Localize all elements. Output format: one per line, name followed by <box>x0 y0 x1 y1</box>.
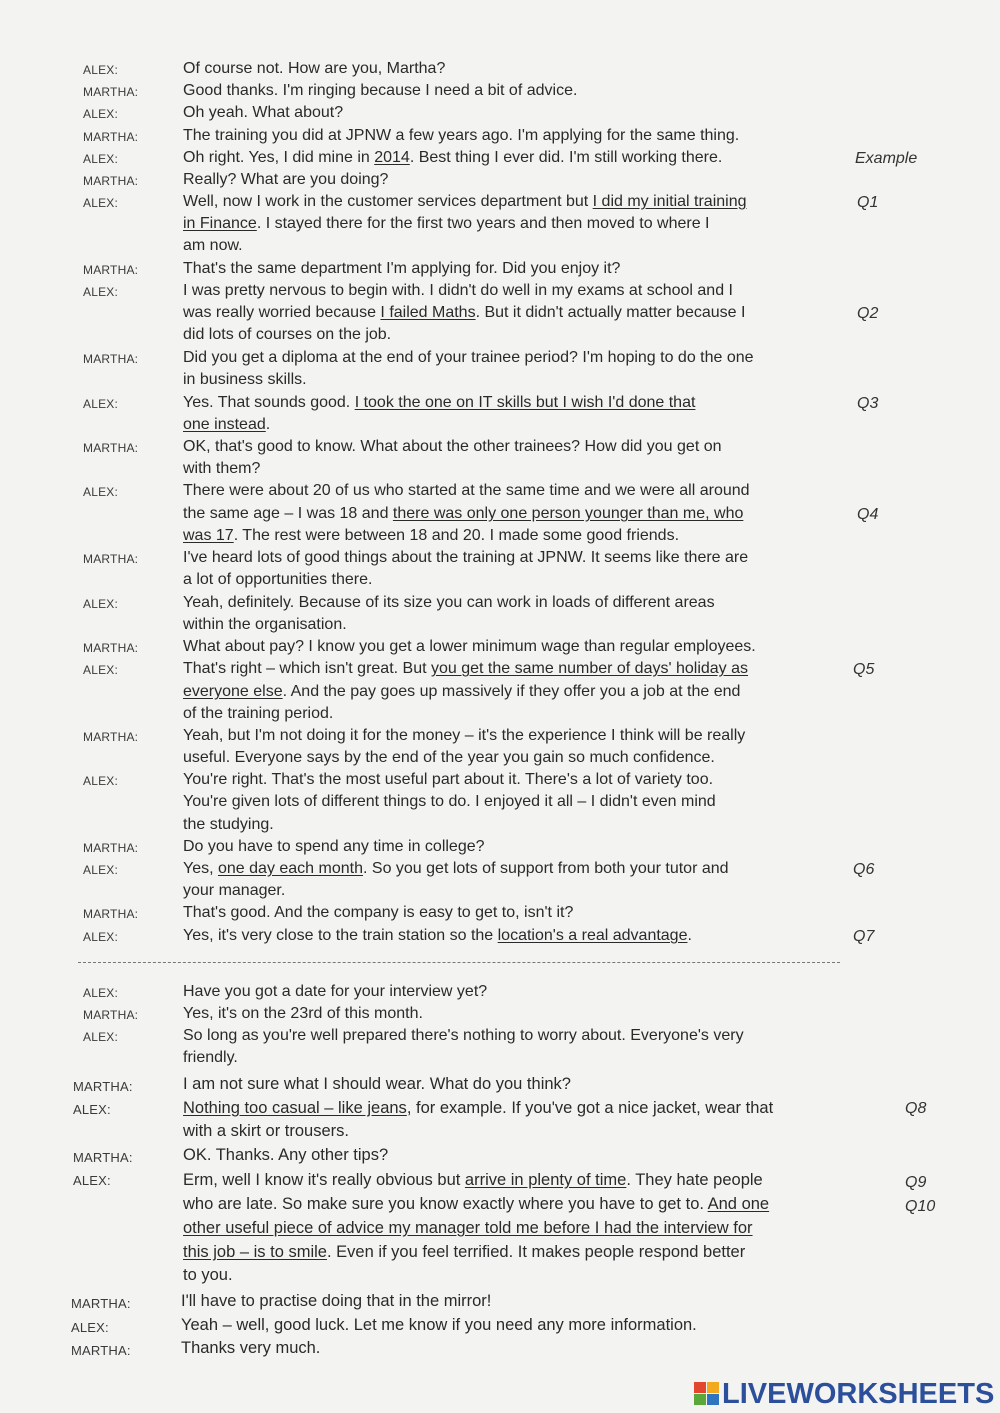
speaker-label: ALEX: <box>83 285 119 299</box>
speaker-label: MARTHA: <box>71 1296 131 1311</box>
example-tag: Example <box>855 150 918 167</box>
dialogue-line: OK. Thanks. Any other tips? <box>183 1146 389 1164</box>
speaker-label: ALEX: <box>83 485 119 499</box>
dialogue-line: to you. <box>183 1266 233 1284</box>
dialogue-line: Yeah – well, good luck. Let me know if you need any more information. <box>181 1316 697 1334</box>
dialogue-line: I am not sure what I should wear. What do you think? <box>183 1075 571 1093</box>
section-divider <box>78 962 840 963</box>
dialogue-line <box>183 1219 753 1238</box>
speaker-label: ALEX: <box>83 930 119 944</box>
answer-underline: there was only one person younger than me, who <box>392 505 744 522</box>
answer-underline: in Finance <box>183 215 257 232</box>
dialogue-line: Yes, it's on the 23rd of this month. <box>183 1005 423 1022</box>
answer-underline: everyone else <box>183 683 283 700</box>
dialogue-line: What about pay? I know you get a lower minimum wage than regular employees. <box>183 638 756 655</box>
logo-mark-icon <box>694 1382 720 1406</box>
speaker-label: MARTHA: <box>83 85 139 99</box>
speaker-label: MARTHA: <box>83 130 139 144</box>
answer-underline: one day each month <box>218 860 363 877</box>
speaker-label: MARTHA: <box>83 552 139 566</box>
answer-underline: I took the one on IT skills but I wish I'd done that <box>354 394 696 411</box>
answer-underline: was 17 <box>183 527 234 544</box>
answer-underline: arrive in plenty of time <box>464 1171 627 1189</box>
dialogue-line: friendly. <box>183 1049 238 1066</box>
dialogue-line: I'll have to practise doing that in the mirror! <box>181 1292 492 1310</box>
question-tag-q1: Q1 <box>857 194 879 211</box>
speaker-label: ALEX: <box>71 1320 109 1335</box>
dialogue-line: in business skills. <box>183 371 307 388</box>
dialogue-line: a lot of opportunities there. <box>183 571 373 588</box>
question-tag-q3: Q3 <box>857 395 879 412</box>
speaker-label: ALEX: <box>83 152 119 166</box>
dialogue-line: useful. Everyone says by the end of the year you gain so much confidence. <box>183 749 715 766</box>
dialogue-line: I was pretty nervous to begin with. I didn't do well in my exams at school and I <box>183 282 733 299</box>
speaker-label: ALEX: <box>83 774 119 788</box>
dialogue-line: So long as you're well prepared there's nothing to worry about. Everyone's very <box>183 1027 744 1044</box>
dialogue-line: was really worried because I failed Maths. But it didn't actually matter because I <box>183 304 746 321</box>
speaker-label: MARTHA: <box>83 841 139 855</box>
answer-underline: one instead <box>183 416 266 433</box>
answer-underline: I failed Maths <box>380 304 476 321</box>
answer-underline: location's a real advantage <box>497 927 688 944</box>
speaker-label: MARTHA: <box>83 641 139 655</box>
speaker-label: MARTHA: <box>83 441 139 455</box>
speaker-label: ALEX: <box>83 196 119 210</box>
speaker-label: ALEX: <box>83 397 119 411</box>
dialogue-line: Of course not. How are you, Martha? <box>183 60 446 77</box>
dialogue-line: your manager. <box>183 882 286 899</box>
speaker-label: ALEX: <box>83 597 119 611</box>
dialogue-line: Good thanks. I'm ringing because I need a bit of advice. <box>183 82 578 99</box>
answer-underline: Nothing too casual – like jeans <box>183 1099 407 1117</box>
dialogue-line: of the training period. <box>183 705 334 722</box>
dialogue-line: The training you did at JPNW a few years ago. I'm applying for the same thing. <box>183 127 740 144</box>
answer-underline: I did my initial training <box>592 193 747 210</box>
dialogue-line: You're given lots of different things to do. I enjoyed it all – I didn't even mind <box>183 793 716 810</box>
dialogue-line: Really? What are you doing? <box>183 171 389 188</box>
dialogue-line: in Finance. I stayed there for the first two years and then moved to where I <box>183 215 710 232</box>
speaker-label: ALEX: <box>83 663 119 677</box>
speaker-label: ALEX: <box>83 1030 119 1044</box>
dialogue-line: am now. <box>183 237 243 254</box>
dialogue-line: was 17. The rest were between 18 and 20. I made some good friends. <box>183 527 680 544</box>
speaker-label: MARTHA: <box>83 263 139 277</box>
dialogue-line: the studying. <box>183 816 274 833</box>
dialogue-line: OK, that's good to know. What about the other trainees? How did you get on <box>183 438 722 455</box>
dialogue-line: one instead. <box>183 416 271 433</box>
dialogue-line: That's the same department I'm applying for. Did you enjoy it? <box>183 260 621 277</box>
answer-underline: other useful piece of advice my manager told me before I had the interview for <box>183 1219 753 1237</box>
answer-underline: 2014 <box>374 149 410 166</box>
dialogue-line: with a skirt or trousers. <box>183 1122 349 1140</box>
dialogue-line: That's right – which isn't great. But you get the same number of days' holiday as <box>183 660 749 677</box>
speaker-label: ALEX: <box>73 1102 111 1117</box>
dialogue-line: with them? <box>183 460 261 477</box>
speaker-label: MARTHA: <box>71 1343 131 1358</box>
speaker-label: MARTHA: <box>83 1008 139 1022</box>
dialogue-line: Oh right. Yes, I did mine in 2014. Best thing I ever did. I'm still working there. <box>183 149 723 166</box>
dialogue-line: Nothing too casual – like jeans, for example. If you've got a nice jacket, wear that <box>183 1099 774 1117</box>
dialogue-line: Erm, well I know it's really obvious but arrive in plenty of time. They hate people <box>183 1171 763 1189</box>
dialogue-line: who are late. So make sure you know exactly where you have to get to. And one <box>183 1195 770 1213</box>
dialogue-line: Yeah, definitely. Because of its size you can work in loads of different areas <box>183 594 715 611</box>
speaker-label: MARTHA: <box>83 174 139 188</box>
dialogue-line: Oh yeah. What about? <box>183 104 344 121</box>
speaker-label: MARTHA: <box>83 730 139 744</box>
speaker-label: ALEX: <box>83 986 119 1000</box>
speaker-label: ALEX: <box>83 63 119 77</box>
dialogue-line: Did you get a diploma at the end of your trainee period? I'm hoping to do the one <box>183 349 754 366</box>
dialogue-line: the same age – I was 18 and there was only one person younger than me, who <box>183 505 744 522</box>
question-tag-q7: Q7 <box>853 928 875 945</box>
question-tag-q6: Q6 <box>853 861 875 878</box>
speaker-label: MARTHA: <box>73 1079 133 1094</box>
dialogue-line: everyone else. And the pay goes up massively if they offer you a job at the end <box>183 683 741 700</box>
answer-underline: you get the same number of days' holiday as <box>431 660 749 677</box>
speaker-label: MARTHA: <box>73 1150 133 1165</box>
dialogue-line: Yeah, but I'm not doing it for the money – it's the experience I think will be really <box>183 727 746 744</box>
dialogue-line: You're right. That's the most useful part about it. There's a lot of variety too. <box>183 771 714 788</box>
logo-text: LIVEWORKSHEETS <box>722 1378 995 1410</box>
question-tag-q9: Q9 <box>905 1174 927 1191</box>
question-tag-q8: Q8 <box>905 1100 927 1117</box>
dialogue-line: Yes, one day each month. So you get lots of support from both your tutor and <box>183 860 729 877</box>
liveworksheets-logo <box>694 1378 994 1410</box>
speaker-label: ALEX: <box>83 863 119 877</box>
speaker-label: ALEX: <box>73 1173 111 1188</box>
dialogue-line: Do you have to spend any time in college? <box>183 838 485 855</box>
question-tag-q10: Q10 <box>905 1198 936 1215</box>
dialogue-line: Yes, it's very close to the train station so the location's a real advantage. <box>183 927 692 944</box>
dialogue-line: Yes. That sounds good. I took the one on IT skills but I wish I'd done that <box>183 394 696 411</box>
answer-underline: And one <box>707 1195 770 1213</box>
dialogue-line: Well, now I work in the customer services department but I did my initial training <box>183 193 747 210</box>
answer-underline: this job – is to smile <box>183 1243 327 1261</box>
question-tag-q2: Q2 <box>857 305 879 322</box>
speaker-label: ALEX: <box>83 107 119 121</box>
dialogue-line: within the organisation. <box>183 616 347 633</box>
dialogue-line: this job – is to smile. Even if you feel terrified. It makes people respond better <box>183 1243 746 1261</box>
speaker-label: MARTHA: <box>83 907 139 921</box>
dialogue-line: I've heard lots of good things about the training at JPNW. It seems like there are <box>183 549 749 566</box>
question-tag-q4: Q4 <box>857 506 879 523</box>
speaker-label: MARTHA: <box>83 352 139 366</box>
dialogue-line: did lots of courses on the job. <box>183 326 392 343</box>
dialogue-line: Thanks very much. <box>181 1339 321 1357</box>
dialogue-line: Have you got a date for your interview yet? <box>183 983 488 1000</box>
dialogue-line: There were about 20 of us who started at the same time and we were all around <box>183 482 750 499</box>
question-tag-q5: Q5 <box>853 661 875 678</box>
dialogue-line: That's good. And the company is easy to get to, isn't it? <box>183 904 574 921</box>
